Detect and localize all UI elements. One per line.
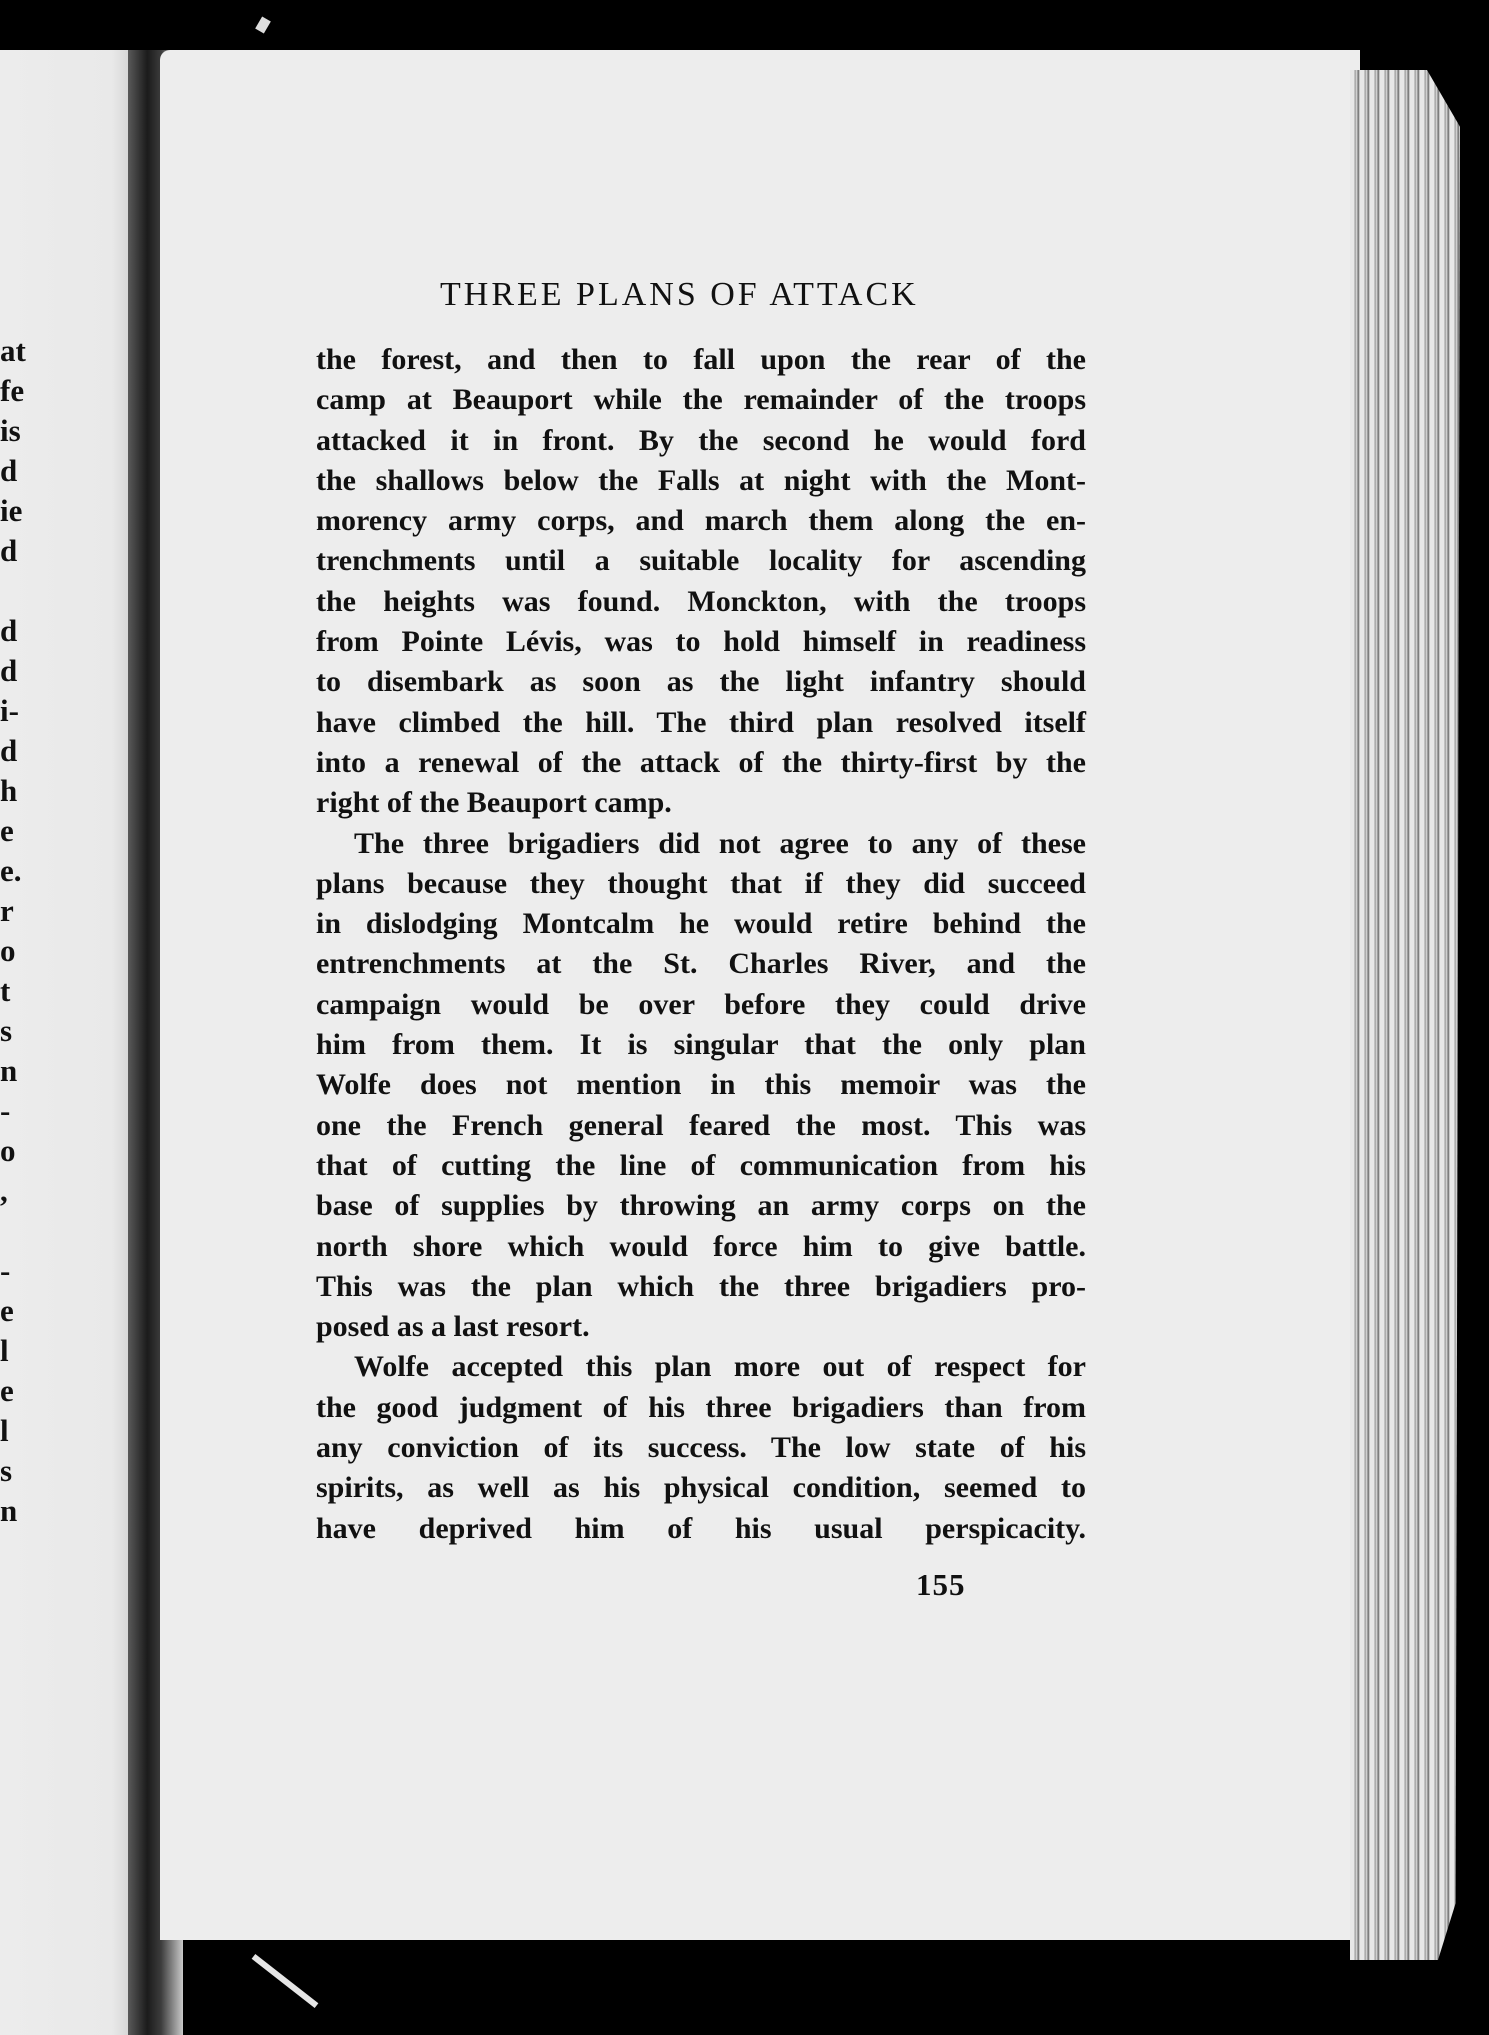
- text-line: morency army corps, and march them along the en-: [316, 504, 1086, 538]
- text-line: into a renewal of the attack of the thirty-first by the: [316, 745, 1086, 779]
- left-fragment: e: [0, 1293, 14, 1328]
- left-fragment: d: [0, 533, 18, 568]
- left-fragment: -: [0, 1093, 11, 1128]
- left-fragment: e.: [0, 853, 22, 888]
- text-line: that of cutting the line of communication from his: [316, 1148, 1086, 1182]
- text-line: camp at Beauport while the remainder of the troops: [316, 383, 1086, 417]
- text-line: right of the Beauport camp.: [316, 786, 672, 820]
- text-line: have climbed the hill. The third plan resolved itself: [316, 705, 1086, 739]
- text-line: entrenchments at the St. Charles River, and the: [316, 947, 1086, 981]
- text-line: the good judgment of his three brigadiers than from: [316, 1390, 1086, 1424]
- page-number: 155: [916, 1567, 966, 1602]
- text-line: posed as a last resort.: [316, 1310, 590, 1344]
- text-line: to disembark as soon as the light infantry should: [316, 665, 1086, 699]
- left-fragment: d: [0, 733, 18, 768]
- left-fragment: d: [0, 613, 18, 648]
- left-fragment: is: [0, 413, 21, 448]
- text-line: have deprived him of his usual perspicacity.: [316, 1511, 1086, 1545]
- text-line: The three brigadiers did not agree to any of these: [354, 826, 1086, 860]
- left-fragment: l: [0, 1333, 9, 1368]
- text-line: plans because they thought that if they did succeed: [316, 866, 1086, 900]
- left-fragment: d: [0, 653, 18, 688]
- left-fragment: h: [0, 773, 18, 808]
- left-fragment: n: [0, 1493, 18, 1528]
- text-line: the shallows below the Falls at night with the Mont-: [316, 463, 1086, 497]
- scan-artifact: [252, 1954, 319, 2008]
- left-fragment: t: [0, 973, 11, 1008]
- running-head: THREE PLANS OF ATTACK: [440, 276, 919, 313]
- text-line: the heights was found. Monckton, with the troops: [316, 584, 1086, 618]
- text-line: one the French general feared the most. This was: [316, 1108, 1086, 1142]
- text-line: him from them. It is singular that the only plan: [316, 1028, 1086, 1062]
- text-line: trenchments until a suitable locality for ascending: [316, 544, 1086, 578]
- left-fragment: i-: [0, 693, 19, 728]
- left-fragment: l: [0, 1413, 9, 1448]
- left-fragment: o: [0, 933, 16, 968]
- text-line: attacked it in front. By the second he would ford: [316, 423, 1086, 457]
- text-line: Wolfe does not mention in this memoir was the: [316, 1068, 1086, 1102]
- text-line: from Pointe Lévis, was to hold himself in readiness: [316, 625, 1086, 659]
- left-fragment: d: [0, 453, 18, 488]
- text-line: north shore which would force him to give battle.: [316, 1229, 1086, 1263]
- left-fragment: s: [0, 1453, 13, 1488]
- page-fore-edge: [1350, 70, 1460, 1960]
- left-fragment: e: [0, 1373, 14, 1408]
- text-line: This was the plan which the three brigadiers pro-: [316, 1269, 1086, 1303]
- left-fragment: -: [0, 1253, 11, 1288]
- left-fragment: n: [0, 1053, 18, 1088]
- left-fragment: r: [0, 893, 14, 928]
- body-text: [316, 340, 1086, 1549]
- text-line: the forest, and then to fall upon the rear of the: [316, 343, 1086, 376]
- text-line: in dislodging Montcalm he would retire behind the: [316, 907, 1086, 941]
- scan-artifact: [255, 16, 271, 33]
- text-line: base of supplies by throwing an army corps on the: [316, 1189, 1086, 1223]
- left-fragment: o: [0, 1133, 16, 1168]
- text-line: Wolfe accepted this plan more out of respect for: [354, 1350, 1086, 1384]
- text-line: campaign would be over before they could drive: [316, 987, 1086, 1021]
- left-fragment: ie: [0, 493, 23, 528]
- left-fragment: ,: [0, 1173, 8, 1208]
- text-line: spirits, as well as his physical condition, seemed to: [316, 1471, 1086, 1505]
- left-fragment: s: [0, 1013, 13, 1048]
- left-fragment: e: [0, 813, 14, 848]
- text-line: any conviction of its success. The low state of his: [316, 1431, 1086, 1465]
- left-fragment: at: [0, 333, 26, 368]
- left-fragment: fe: [0, 373, 25, 408]
